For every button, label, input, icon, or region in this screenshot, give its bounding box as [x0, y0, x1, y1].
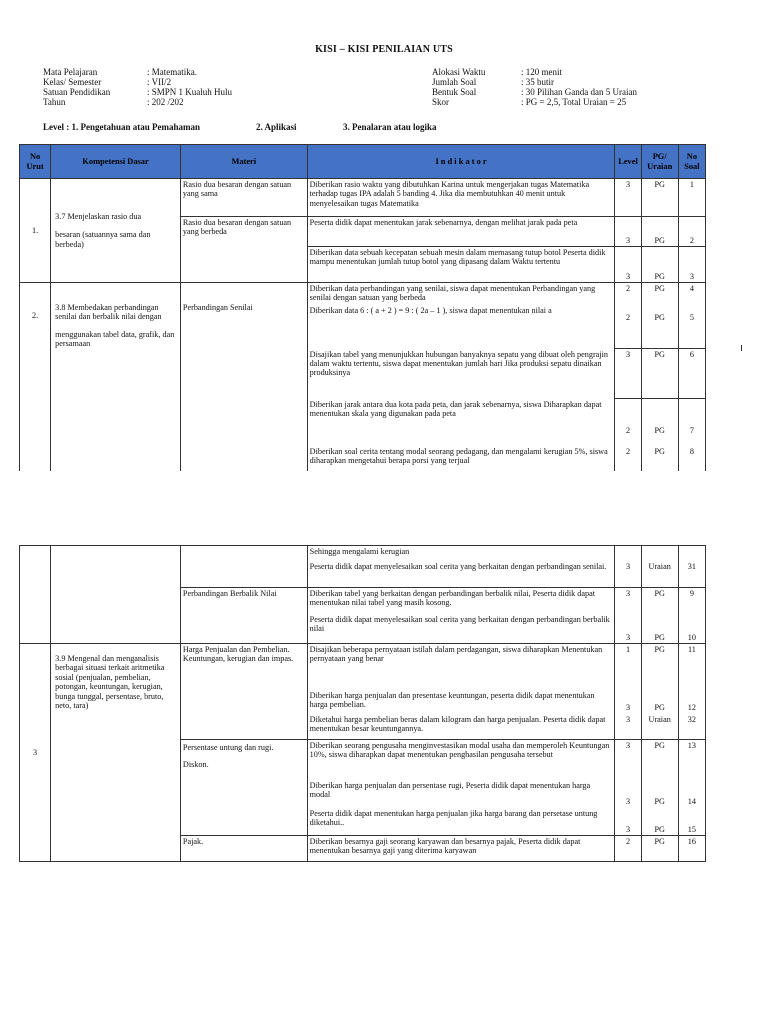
materi-cell: Perbandingan Berbalik Nilai [180, 588, 307, 644]
level-2-label: 2. Aplikasi [256, 122, 297, 132]
meta-value: : PG = 2,5, Total Uraian = 25 [521, 97, 627, 107]
level-cell: 3 [615, 740, 641, 780]
materi-cell: Pajak. [180, 836, 307, 862]
meta-label: Mata Pelajaran [43, 67, 98, 77]
soal-number-cell: 3 [678, 247, 705, 283]
level-cell: 3 [615, 714, 641, 740]
level-cell: 3 [615, 614, 641, 644]
type-cell: PG [641, 690, 678, 714]
row-number [20, 546, 51, 644]
materi-cell: Perbandingan Senilai [180, 283, 307, 471]
row-number: 3 [20, 644, 51, 862]
type-cell: PG [641, 247, 678, 283]
soal-number-cell: 4 [678, 283, 705, 305]
indikator-cell: Diberikan data 6 : ( a + 2 ) = 9 : ( 2a – 1 ), siswa dapat menentukan nilai a [307, 305, 615, 349]
materi-cell [180, 546, 307, 588]
meta-label: Satuan Pendidikan [43, 87, 111, 97]
level-cell: 3 [615, 780, 641, 808]
meta-right [432, 67, 732, 111]
header-no: No Urut [20, 145, 51, 179]
level-cell: 3 [615, 349, 641, 399]
soal-number-cell: 14 [678, 780, 705, 808]
materi-text: Diskon. [182, 760, 209, 770]
soal-number-cell: 8 [678, 437, 705, 471]
level-cell: 3 [615, 588, 641, 614]
soal-number-cell: 10 [678, 614, 705, 644]
soal-number-cell: 1 [678, 179, 705, 217]
kd-text: 3.8 Membedakan perbandingan senilai dan berbalik nilai dengan [55, 303, 162, 322]
table-row [20, 546, 706, 558]
type-cell: Uraian [641, 546, 678, 588]
indikator-cell: Disajikan beberapa pernyataan istilah dalam perdagangan, siswa diharapkan Menentukan pernyataan yang benar [307, 644, 615, 690]
page-title: KISI – KISI PENILAIAN UTS [315, 44, 453, 55]
type-cell: PG [641, 217, 678, 247]
page-edge-mark [741, 345, 742, 351]
kd-text: 3.7 Menjelaskan rasio dua [55, 211, 142, 221]
indikator-cell: Sehingga mengalami kerugian [307, 546, 615, 558]
kompetensi-dasar: 3.9 Mengenal dan menganalisis berbagai situasi terkait aritmetika sosial (penjualan, pembelian, potongan, keuntungan, kerugian, bunga tunggal, persentase, bruto, neto, tara) [51, 644, 181, 862]
level-cell: 3 [615, 217, 641, 247]
meta-label: Alokasi Waktu [432, 67, 486, 77]
soal-number-cell: 15 [678, 808, 705, 836]
soal-number-cell: 31 [678, 546, 705, 588]
type-cell: PG [641, 305, 678, 349]
type-cell: PG [641, 644, 678, 690]
level-cell: 3 [615, 808, 641, 836]
row-number: 1. [20, 179, 51, 283]
indikator-cell: Diberikan data sebuah kecepatan sebuah mesin dalam memasang tutup botol Peserta didik mampu menentukan jumlah tutup botol yang dipasang dalam Waktu tertentu [307, 247, 615, 283]
indikator-cell: Diberikan seorang pengusaha menginvestasikan modal usaha dan memperoleh Keuntungan 10%, siswa diharapkan dapat menentukan penghasilan pengusaha tersebut [307, 740, 615, 780]
meta-label: Tahun [43, 97, 66, 107]
indikator-cell: Diberikan harga penjualan dan persentase rugi, Peserta didik dapat menentukan harga modal [307, 780, 615, 808]
kisi-table-part-1 [19, 144, 706, 471]
kd-text: menggunakan tabel data, grafik, dan persamaan [55, 329, 175, 349]
level-cell: 2 [615, 836, 641, 862]
soal-number-cell: 2 [678, 217, 705, 247]
type-cell: PG [641, 808, 678, 836]
table-row [20, 644, 706, 690]
indikator-cell: Diketahui harga pembelian beras dalam kilogram dan harga penjualan. Peserta didik dapat menentukan besar keuntungannya. [307, 714, 615, 740]
soal-number-cell: 12 [678, 690, 705, 714]
table-row [20, 283, 706, 305]
meta-value: : VII/2 [147, 77, 172, 87]
soal-number-cell: 13 [678, 740, 705, 780]
soal-number-cell: 9 [678, 588, 705, 614]
type-cell: PG [641, 588, 678, 614]
kompetensi-dasar [51, 179, 181, 283]
indikator-cell: Diberikan jarak antara dua kota pada peta, dan jarak sebenarnya, siswa Diharapkan dapat menentukan skala yang digunakan pada peta [307, 399, 615, 437]
meta-label: Skor [432, 97, 450, 107]
type-cell: PG [641, 836, 678, 862]
indikator-cell: Diberikan data perbandingan yang senilai, siswa dapat menentukan Perbandingan yang senilai dengan satuan yang berbeda [307, 283, 615, 305]
header-no-soal: No Soal [678, 145, 705, 179]
header-kompetensi: Kompetensi Dasar [51, 145, 181, 179]
soal-number-cell: 16 [678, 836, 705, 862]
meta-left [43, 67, 303, 111]
indikator-cell: Disajikan tabel yang menunjukkan hubungan banyaknya sepatu yang dibuat oleh pengrajin dalam waktu tertentu, siswa dapat menentukan jumlah hari Jika produksi sepatu dinaikan produksinya [307, 349, 615, 399]
materi-cell: Rasio dua besaran dengan satuan yang berbeda [180, 217, 307, 283]
indikator-cell: Diberikan harga penjualan dan presentase keuntungan, peserta didik dapat menentukan harga pembelian. [307, 690, 615, 714]
level-cell: 3 [615, 247, 641, 283]
level-cell: 2 [615, 305, 641, 349]
indikator-cell: Peserta didik dapat menyelesaikan soal cerita yang berkaitan dengan perbandingan berbalik nilai [307, 614, 615, 644]
indikator-cell: Diberikan soal cerita tentang modal seorang pedagang, dan mengalami kerugian 5%, siswa diharapkan mengetahui berapa porsi yang terjual [307, 437, 615, 471]
indikator-cell: Peserta didik dapat menentukan jarak sebenarnya, dengan melihat jarak pada peta [307, 217, 615, 247]
header-level: Level [615, 145, 641, 179]
level-cell: 2 [615, 437, 641, 471]
level-cell: 3 [615, 546, 641, 588]
kompetensi-dasar [51, 546, 181, 644]
header-materi: Materi [180, 145, 307, 179]
meta-value: : 120 menit [521, 67, 562, 77]
materi-text: Persentase untung dan rugi. [182, 743, 274, 752]
level-3-label: 3. Penalaran atau logika [343, 122, 437, 132]
type-cell: PG [641, 614, 678, 644]
indikator-cell: Diberikan besarnya gaji seorang karyawan dan besarnya pajak, Peserta didik dapat menentukan besarnya gaji yang diterima karyawan [307, 836, 615, 862]
type-cell: PG [641, 780, 678, 808]
materi-cell [180, 740, 307, 836]
indikator-cell: Diberikan rasio waktu yang dibutuhkan Karina untuk mengerjakan tugas Matematika terhadap tugas IPA adalah 5 banding 4. Jika dia membutuhkan 40 menit untuk menyelesaikan tugas Matematika [307, 179, 615, 217]
kompetensi-dasar [51, 283, 181, 471]
type-cell: PG [641, 437, 678, 471]
type-cell: PG [641, 179, 678, 217]
indikator-cell: Peserta didik dapat menyelesaikan soal cerita yang berkaitan dengan perbandingan senilai. [307, 558, 615, 588]
row-number: 2. [20, 283, 51, 471]
header-indikator: I n d i k a t o r [307, 145, 615, 179]
type-cell: Uraian [641, 714, 678, 740]
soal-number-cell: 6 [678, 349, 705, 399]
soal-number-cell: 7 [678, 399, 705, 437]
table-row [20, 179, 706, 217]
soal-number-cell: 5 [678, 305, 705, 349]
level-cell: 3 [615, 179, 641, 217]
meta-value: : 35 butir [521, 77, 554, 87]
indikator-cell: Diberikan tabel yang berkaitan dengan perbandingan berbalik nilai, Peserta didik dapat menentukan nilai tabel yang masih kosong. [307, 588, 615, 614]
level-cell: 3 [615, 690, 641, 714]
kisi-table-part-2 [19, 545, 706, 862]
type-cell: PG [641, 740, 678, 780]
header-pg-uraian: PG/ Uraian [641, 145, 678, 179]
meta-value: : SMPN 1 Kualuh Hulu [147, 87, 233, 97]
materi-cell: Harga Penjualan dan Pembelian. Keuntungan, kerugian dan impas. [180, 644, 307, 740]
materi-cell: Rasio dua besaran dengan satuan yang sama [180, 179, 307, 217]
soal-number-cell: 32 [678, 714, 705, 740]
meta-value: : 30 Pilihan Ganda dan 5 Uraian [521, 87, 637, 97]
meta-label: Jumlah Soal [432, 77, 477, 87]
type-cell: PG [641, 399, 678, 437]
kd-text: besaran (satuannya sama dan berbeda) [55, 230, 151, 249]
meta-value: : Matematika. [147, 67, 197, 77]
level-cell: 1 [615, 644, 641, 690]
soal-number-cell: 11 [678, 644, 705, 690]
level-1-label: Level : 1. Pengetahuan atau Pemahaman [43, 122, 200, 132]
level-cell: 2 [615, 283, 641, 305]
meta-value: : 202 /202 [147, 97, 184, 107]
indikator-cell: Peserta didik dapat menentukan harga penjualan jika harga barang dan persetase untung diketahui.. [307, 808, 615, 836]
level-cell: 2 [615, 399, 641, 437]
meta-label: Bentuk Soal [432, 87, 477, 97]
meta-label: Kelas/ Semester [43, 77, 102, 87]
type-cell: PG [641, 349, 678, 399]
type-cell: PG [641, 283, 678, 305]
